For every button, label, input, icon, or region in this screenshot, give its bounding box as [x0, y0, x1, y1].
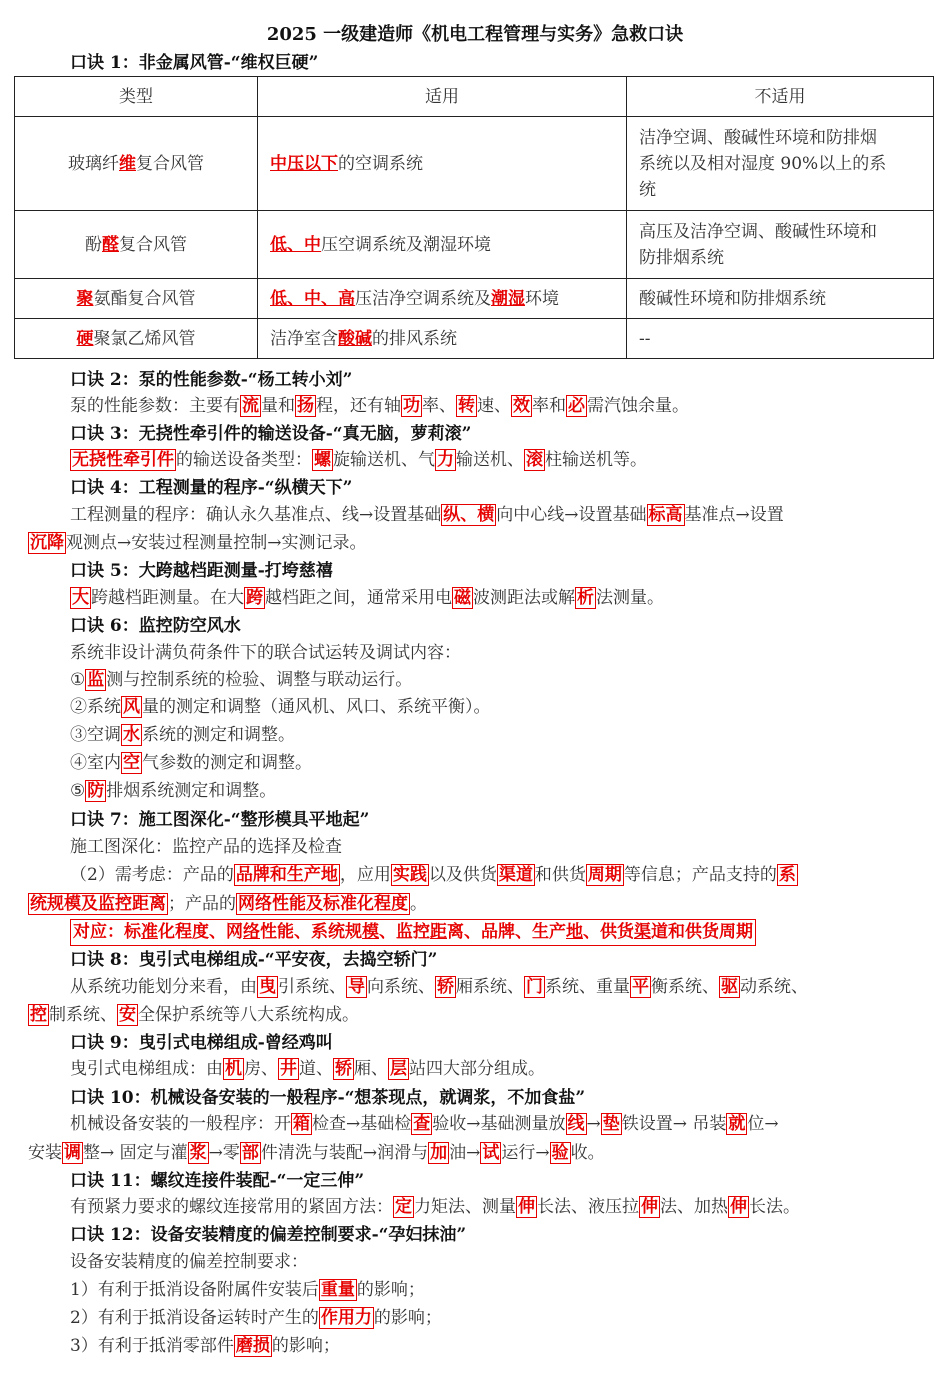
correspondence-box: 对应：标准化程度、网络性能、系统规模、监控距离、品牌、生产地、供货渠道和供货周期: [70, 919, 756, 946]
paragraph: 泵的性能参数：主要有 流 量和 扬 程，还有轴 功 率、 转 速、 效 率和 必 需汽蚀余量。: [70, 396, 689, 416]
table-cell: [258, 319, 627, 359]
keyword: 验: [551, 1143, 569, 1163]
keyword: 中压以下: [270, 153, 338, 174]
table-row: [15, 319, 934, 359]
heading-s4: 口诀 4：工程测量的程序-“纵横天下”: [70, 478, 353, 498]
keyword: 沉降: [30, 533, 64, 553]
keyword: 层: [390, 1059, 407, 1079]
table-cell: [15, 279, 258, 319]
table-header: 不适用: [627, 77, 934, 117]
heading-s1: 口诀 1：非金属风管-“维权巨硬”: [70, 53, 319, 73]
keyword: 控: [30, 1005, 47, 1025]
keyword: 箱: [293, 1114, 310, 1134]
table-row: [15, 117, 934, 211]
keyword: 品牌和生产地: [235, 865, 338, 885]
duct-table: [14, 76, 934, 359]
keyword: 流: [242, 396, 259, 416]
keyword: 统规模及监控距离: [30, 894, 166, 914]
table-cell: [627, 211, 934, 279]
keyword: 系: [778, 865, 796, 885]
paragraph: 安装 调 整→ 固定与灌 浆 →零 部 件清洗与装配→润滑与 加 油→ 试 运行→ 验 收。: [28, 1143, 605, 1163]
keyword: 伸: [518, 1197, 535, 1217]
table-cell: [15, 117, 258, 211]
list-item: 3）有利于抵消零部件 磨损 的影响；: [70, 1336, 340, 1356]
table-cell: 酸碱性环境和防排烟系统: [627, 279, 934, 319]
keyword: 空: [123, 753, 140, 773]
keyword: 功: [403, 396, 420, 416]
list-item: ⑤ 防 排烟系统测定和调整。: [70, 781, 277, 801]
list-item: ④室内 空 气参数的测定和调整。: [70, 753, 312, 773]
heading-s8: 口诀 8：曳引式电梯组成-“平安夜，去捣空轿门”: [70, 950, 438, 970]
paragraph: 统规模及监控距离 ；产品的 网络性能及标准化程度 。: [30, 894, 427, 914]
keyword: 硬: [76, 328, 94, 349]
keyword: 导: [348, 977, 365, 997]
keyword: 大: [72, 588, 89, 608]
keyword: 轿: [437, 977, 454, 997]
cell-text: 环境: [525, 288, 559, 309]
table-cell: [627, 117, 934, 211]
keyword: 机: [225, 1059, 242, 1079]
keyword: 析: [577, 588, 594, 608]
table-cell: [258, 117, 627, 211]
cell-text: 压空调系统及潮湿环境: [321, 234, 491, 255]
keyword: 转: [458, 396, 475, 416]
table-cell: [258, 279, 627, 319]
paragraph: 施工图深化：监控产品的选择及检查: [70, 837, 342, 857]
cell-text: 酚: [85, 234, 102, 255]
table-cell: [15, 319, 258, 359]
keyword: 低、中: [270, 234, 321, 255]
table-cell: [15, 211, 258, 279]
keyword: 井: [280, 1059, 297, 1079]
cell-text: 洁净室含: [270, 328, 338, 349]
paragraph: 有预紧力要求的螺纹连接常用的紧固方法： 定 力矩法、测量 伸 长法、液压拉 伸 法、加热 伸 长法。: [70, 1197, 800, 1217]
keyword: 伸: [730, 1197, 747, 1217]
keyword: 酸碱: [338, 328, 372, 349]
list-item: ① 监 测与控制系统的检验、调整与联动运行。: [70, 670, 413, 690]
table-row: [15, 279, 934, 319]
keyword: 部: [241, 1143, 259, 1163]
keyword: 线: [567, 1114, 585, 1134]
keyword: 醛: [102, 234, 119, 255]
keyword: 实践: [392, 865, 427, 885]
table-header: 类型: [15, 77, 258, 117]
cell-text: 洁净空调、酸碱性环境和防排烟: [639, 127, 877, 148]
keyword: 曳: [259, 977, 276, 997]
cell-text: 防排烟系统: [639, 247, 724, 268]
keyword: 监: [87, 670, 105, 690]
keyword: 跨: [246, 588, 263, 608]
heading-s10: 口诀 10：机械设备安装的一般程序-“想茶现点，就调浆，不加食盐”: [70, 1088, 586, 1108]
heading-s2: 口诀 2：泵的性能参数-“杨工转小刘”: [70, 370, 353, 390]
paragraph: 大 跨越档距测量。在大 跨 越档距之间，通常采用电 磁 波测距法或解 析 法测量。: [72, 588, 664, 608]
paragraph: 曳引式电梯组成：由 机 房、 井 道、 轿 厢、 层 站四大部分组成。: [70, 1059, 545, 1079]
keyword: 低、中、高: [270, 288, 355, 309]
keyword: 标高: [648, 505, 683, 525]
cell-text: 的空调系统: [338, 153, 423, 174]
paragraph: 设备安装精度的偏差控制要求：: [70, 1252, 308, 1272]
keyword: 门: [526, 977, 543, 997]
paragraph: （2）需考虑：产品的 品牌和生产地 ，应用 实践 以及供货 渠道 和供货 周期 等信息；产品支持的 系: [70, 865, 796, 885]
heading-s12: 口诀 12：设备安装精度的偏差控制要求-“孕妇抹油”: [70, 1225, 467, 1245]
table-header-row: [15, 77, 934, 117]
keyword: 伸: [641, 1197, 658, 1217]
keyword: 浆: [189, 1143, 207, 1163]
keyword: 安: [119, 1005, 136, 1025]
keyword: 加: [430, 1143, 448, 1163]
keyword: 防: [87, 781, 105, 801]
keyword: 磨损: [235, 1336, 270, 1356]
paragraph: 控 制系统、 安 全保护系统等八大系统构成。: [30, 1005, 359, 1025]
list-item: ②系统 风 量的测定和调整（通风机、风口、系统平衡）。: [70, 697, 491, 717]
cell-text: 复合风管: [136, 153, 204, 174]
keyword: 垫: [602, 1114, 620, 1134]
keyword: 水: [123, 725, 140, 745]
list-item: 1）有利于抵消设备附属件安装后 重量 的影响；: [70, 1280, 425, 1300]
cell-text: 的排风系统: [372, 328, 457, 349]
keyword: 网络性能及标准化程度: [238, 894, 408, 914]
keyword: 调: [64, 1143, 81, 1163]
heading-s11: 口诀 11：螺纹连接件装配-“一定三伸”: [70, 1171, 365, 1191]
table-row: [15, 211, 934, 279]
cell-text: 压洁净空调系统及: [355, 288, 491, 309]
page-title: 2025 一级建造师《机电工程管理与实务》急救口诀: [266, 24, 684, 45]
keyword: 效: [513, 396, 530, 416]
keyword: 纵、横: [443, 505, 495, 525]
keyword: 就: [728, 1114, 746, 1134]
cell-text: 聚氯乙烯风管: [93, 328, 196, 349]
keyword: 必: [568, 396, 585, 416]
keyword: 驱: [721, 977, 738, 997]
paragraph: 机械设备安装的一般程序：开 箱 检查→基础检 查 验收→基础测量放 线 → 垫 铁设置→ 吊装 就 位→: [70, 1114, 779, 1134]
keyword: 聚: [76, 288, 94, 309]
paragraph: 工程测量的程序：确认永久基准点、线→设置基础 纵、横 向中心线→设置基础 标高 基准点→设置: [70, 505, 784, 525]
table-cell: [258, 211, 627, 279]
list-item: 2）有利于抵消设备运转时产生的 作用力 的影响；: [70, 1308, 442, 1328]
keyword: 螺: [314, 450, 331, 470]
keyword: 力: [437, 450, 454, 470]
keyword: 潮湿: [491, 288, 525, 309]
keyword: 作用力: [320, 1308, 372, 1328]
keyword: 周期: [587, 865, 622, 885]
table-cell: --: [627, 319, 934, 359]
cell-text: 系统以及相对湿度 90%以上的系: [639, 153, 887, 174]
table-header: 适用: [258, 77, 627, 117]
keyword: 风: [123, 697, 140, 717]
keyword: 轿: [335, 1059, 352, 1079]
keyword: 扬: [297, 396, 314, 416]
cell-text: 统: [639, 179, 656, 200]
heading-s6: 口诀 6：监控防空风水: [70, 616, 241, 636]
paragraph: 从系统功能划分来看，由 曳 引系统、 导 向系统、 轿 厢系统、 门 系统、重量 平 衡系统、 驱 动系统、: [70, 977, 808, 997]
keyword: 维: [119, 153, 136, 174]
keyword: 渠道: [498, 865, 533, 885]
paragraph: 沉降 观测点→安装过程测量控制→实测记录。: [30, 533, 367, 553]
keyword: 无挠性牵引件: [72, 450, 174, 470]
paragraph: 无挠性牵引件 的输送设备类型： 螺 旋输送机、气 力 输送机、 滚 柱输送机等。: [72, 450, 647, 470]
heading-s7: 口诀 7：施工图深化-“整形模具平地起”: [70, 810, 370, 830]
keyword: 平: [632, 977, 649, 997]
heading-s5: 口诀 5：大跨越档距测量-打垮慈禧: [70, 561, 333, 581]
keyword: 试: [482, 1143, 500, 1163]
keyword: 滚: [526, 450, 543, 470]
keyword: 重量: [320, 1280, 355, 1300]
list-item: ③空调 水 系统的测定和调整。: [70, 725, 295, 745]
heading-s9: 口诀 9：曳引式电梯组成-曾经鸡叫: [70, 1033, 333, 1053]
keyword: 定: [395, 1197, 412, 1217]
cell-text: 玻璃纤: [68, 153, 119, 174]
keyword: 磁: [454, 588, 471, 608]
keyword: 查: [413, 1114, 431, 1134]
cell-text: 复合风管: [119, 234, 187, 255]
cell-text: 高压及洁净空调、酸碱性环境和: [639, 221, 877, 242]
paragraph: 系统非设计满负荷条件下的联合试运转及调试内容：: [70, 643, 461, 663]
cell-text: 氨酯复合风管: [93, 288, 196, 309]
heading-s3: 口诀 3：无挠性牵引件的输送设备-“真无脑，萝莉滚”: [70, 424, 472, 444]
